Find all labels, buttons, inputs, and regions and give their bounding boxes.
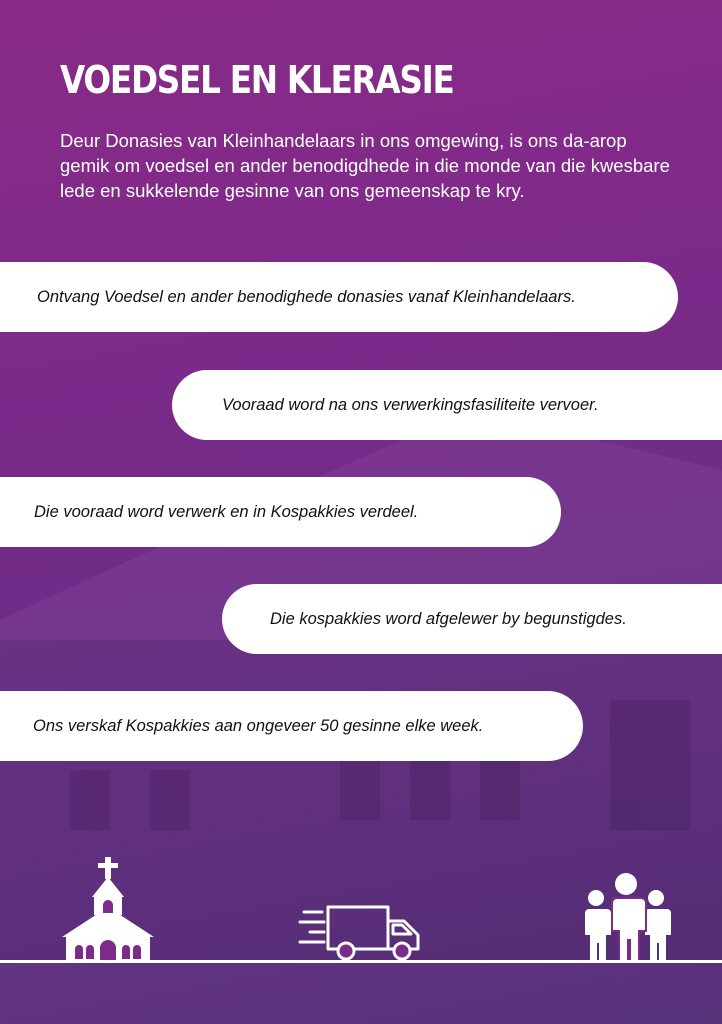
page-title: VOEDSEL EN KLERASIE	[60, 58, 454, 102]
intro-paragraph: Deur Donasies van Kleinhandelaars in ons omgewing, is ons da-arop gemik om voedsel en ander benodigdhede in die monde van die kwesbare lede en sukkelende gesinne van ons gemeenskap te kry.	[60, 130, 670, 201]
step-2-banner: Vooraad word na ons verwerkingsfasiliteite vervoer.	[172, 370, 722, 440]
step-3-banner: Die vooraad word verwerk en in Kospakkies verdeel.	[0, 477, 561, 547]
step-5-banner: Ons verskaf Kospakkies aan ongeveer 50 gesinne elke week.	[0, 691, 583, 761]
delivery-truck-icon	[298, 903, 424, 963]
people-group-icon	[580, 872, 672, 962]
church-icon	[60, 855, 156, 963]
ground-line	[0, 960, 722, 963]
step-1-banner: Ontvang Voedsel en ander benodighede donasies vanaf Kleinhandelaars.	[0, 262, 678, 332]
step-4-banner: Die kospakkies word afgelewer by begunstigdes.	[222, 584, 722, 654]
